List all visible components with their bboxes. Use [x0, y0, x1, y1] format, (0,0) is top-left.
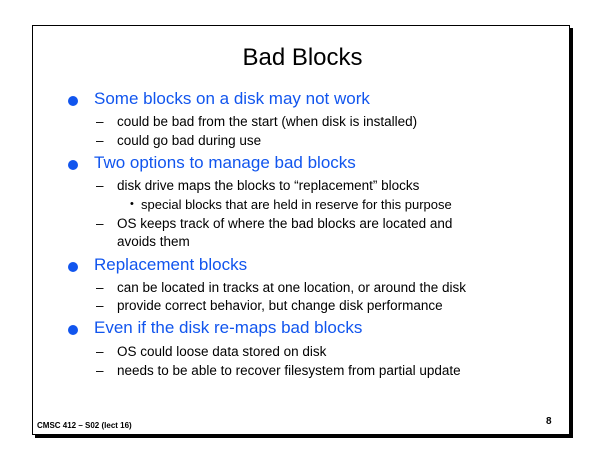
sub-bullet: could be bad from the start (when disk is installed) — [117, 114, 418, 129]
bullet-2: Two options to manage bad blocks — [94, 153, 356, 172]
bullet-4: Even if the disk re-maps bad blocks — [94, 318, 363, 337]
dash: – — [96, 280, 104, 295]
bullet-dot — [68, 325, 78, 335]
sub-bullet: could go bad during use — [117, 133, 262, 148]
sub-bullet-continuation: avoids them — [117, 234, 190, 249]
dash: – — [96, 363, 104, 378]
dash: – — [96, 178, 104, 193]
footer-course: CMSC 412 – S02 (lect 16) — [37, 421, 132, 430]
sub-bullet: disk drive maps the blocks to “replacement” blocks — [117, 178, 420, 193]
bullet-dot — [68, 160, 78, 170]
sub-bullet: needs to be able to recover filesystem from partial update — [117, 363, 461, 378]
bullet-1: Some blocks on a disk may not work — [94, 89, 370, 108]
dash: – — [96, 216, 104, 231]
page-number: 8 — [546, 416, 552, 427]
small-bullet: • — [130, 198, 134, 210]
sub-bullet: can be located in tracks at one location, or around the disk — [117, 280, 466, 295]
slide-title: Bad Blocks — [242, 44, 363, 71]
sub-bullet: OS keeps track of where the bad blocks are located and — [117, 216, 453, 231]
sub-sub-bullet: special blocks that are held in reserve for this purpose — [141, 197, 452, 212]
sub-bullet: OS could loose data stored on disk — [117, 344, 327, 359]
bullet-3: Replacement blocks — [94, 255, 248, 274]
sub-bullet: provide correct behavior, but change disk performance — [117, 298, 443, 313]
bullet-dot — [68, 96, 78, 106]
dash: – — [96, 298, 104, 313]
dash: – — [96, 133, 104, 148]
dash: – — [96, 344, 104, 359]
dash: – — [96, 114, 104, 129]
bullet-dot — [68, 262, 78, 272]
